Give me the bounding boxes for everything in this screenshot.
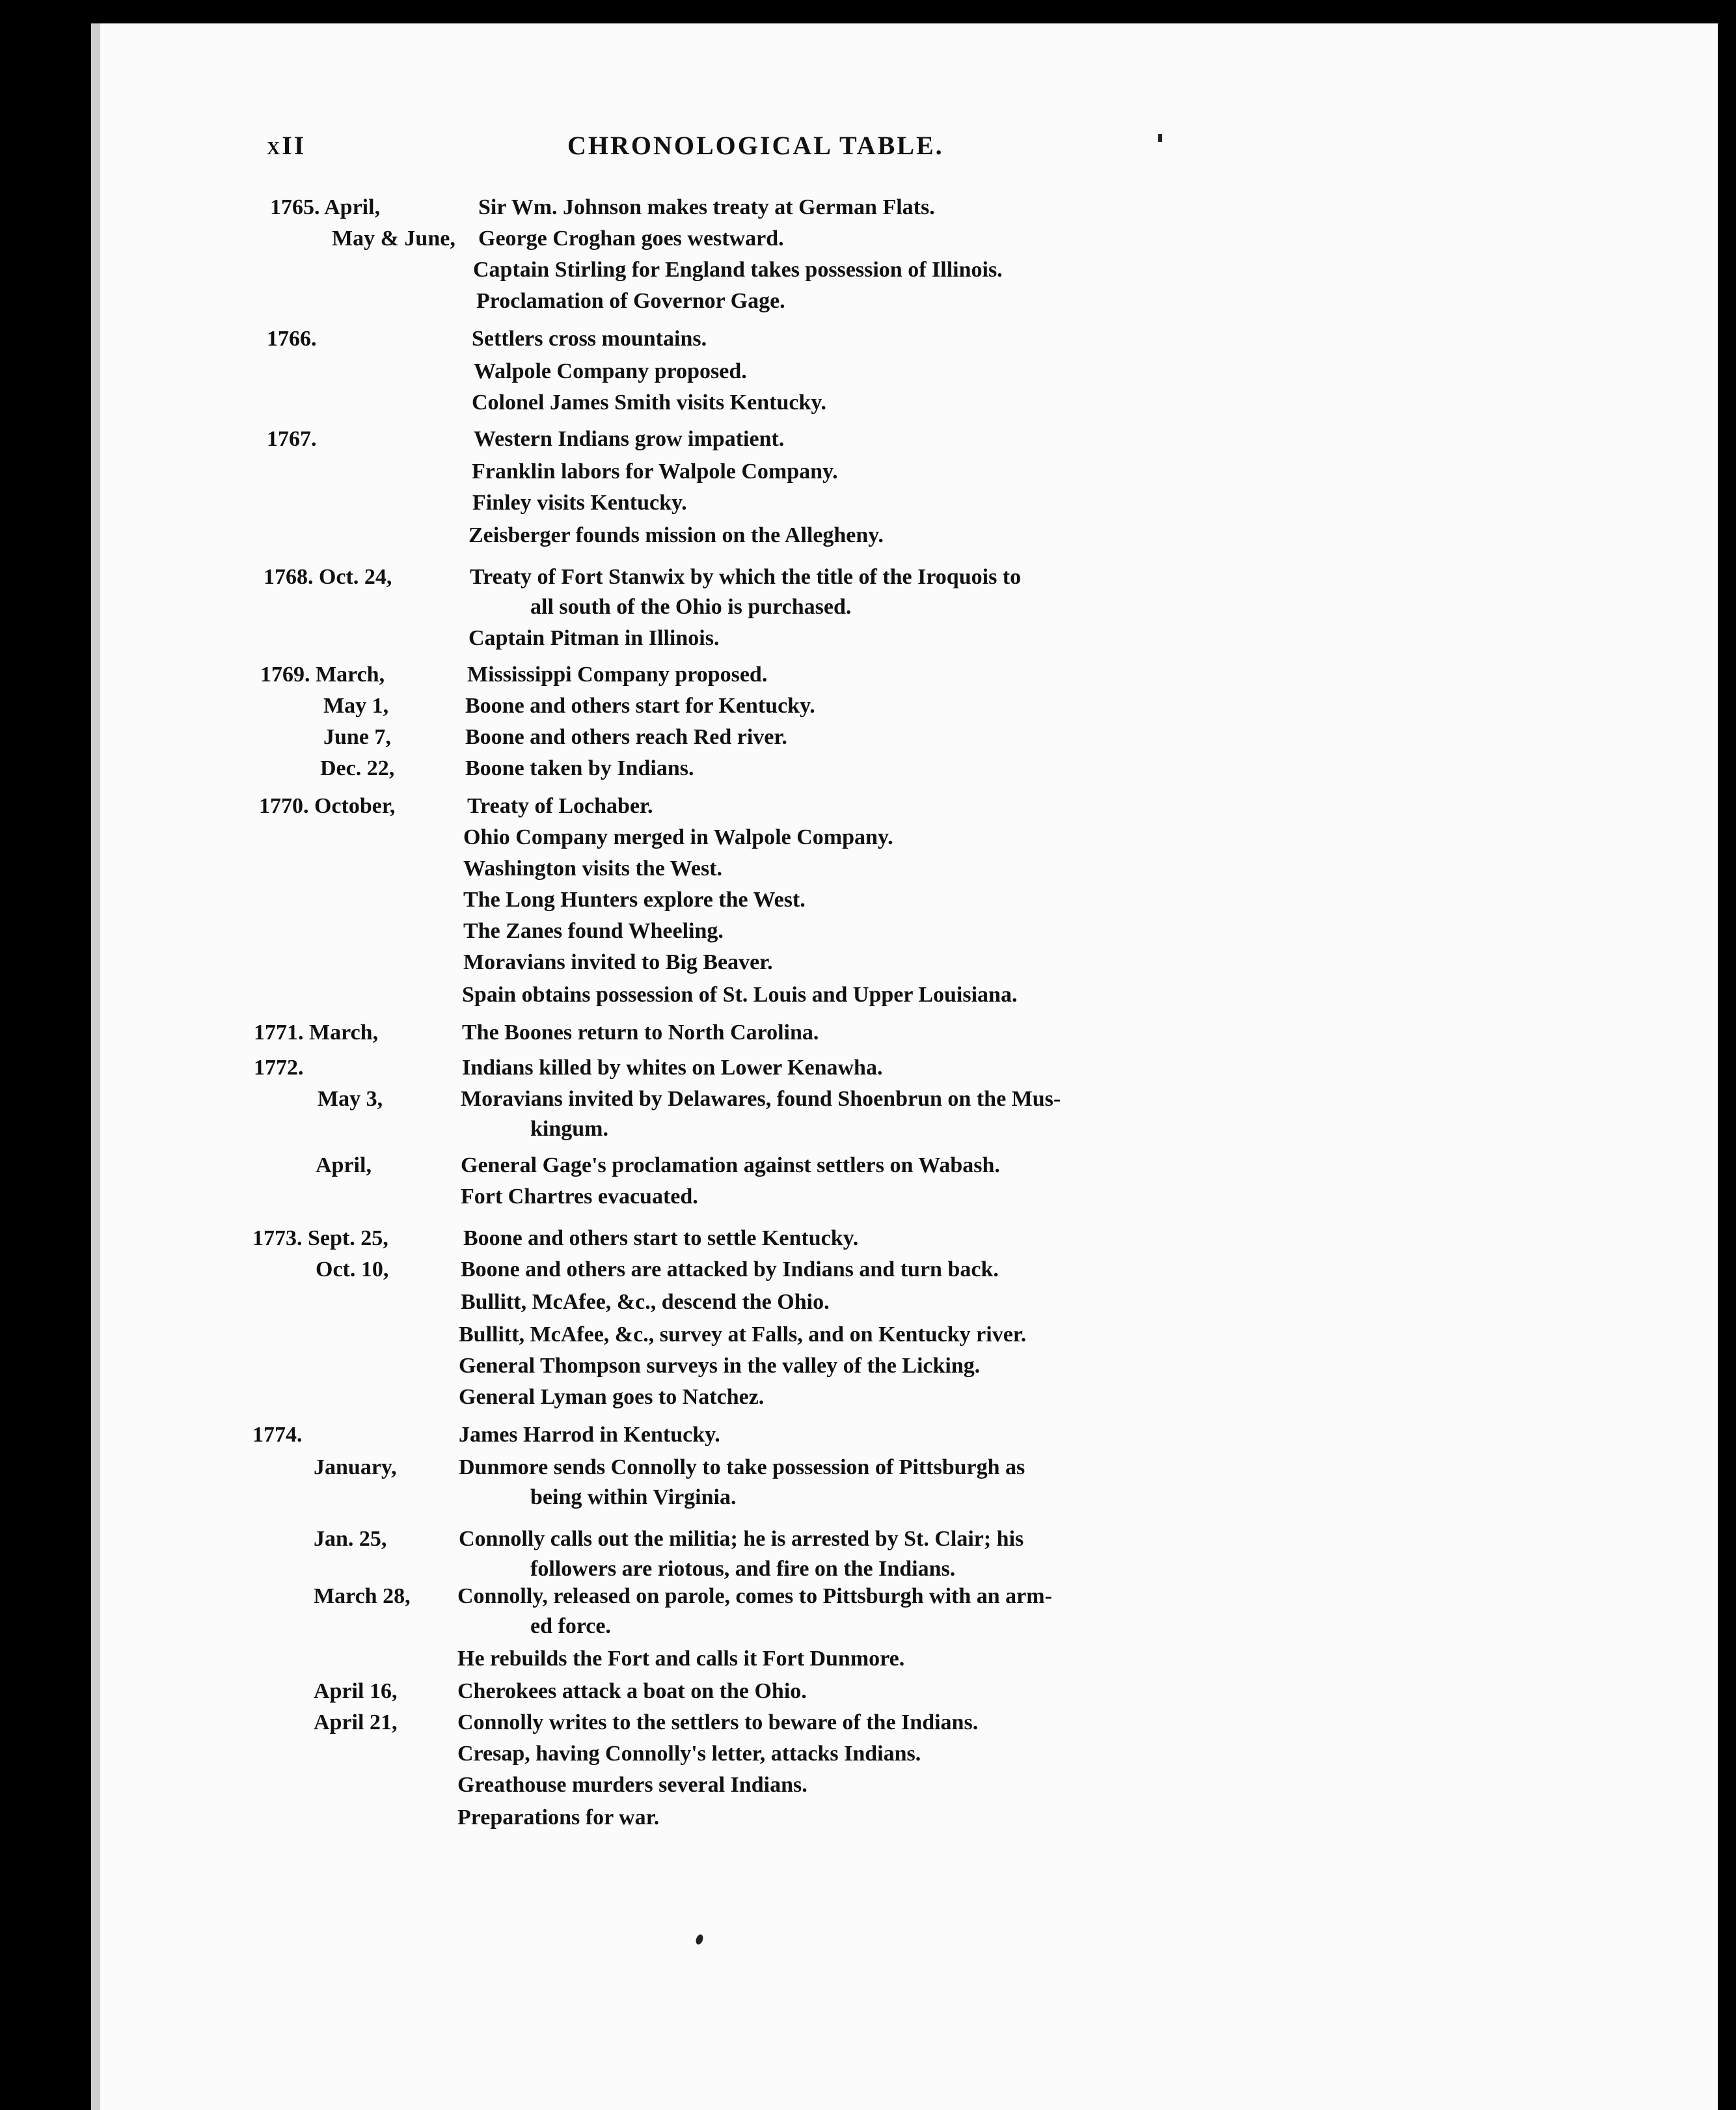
running-title: CHRONOLOGICAL TABLE.	[567, 131, 944, 160]
entry-date: May 1,	[323, 694, 389, 718]
entry-text: Boone and others are attacked by Indians and turn back.	[461, 1257, 999, 1281]
chronology-entry	[0, 1226, 1736, 1257]
entry-text: Cresap, having Connolly's letter, attacks Indians.	[457, 1742, 921, 1766]
chronology-entry	[0, 1385, 1736, 1416]
entry-text: Franklin labors for Walpole Company.	[472, 459, 838, 484]
entry-text: Bullitt, McAfee, &c., survey at Falls, and on Kentucky river.	[459, 1322, 1027, 1347]
entry-text-continuation: followers are riotous, and fire on the Indians.	[530, 1557, 956, 1581]
entry-text: The Long Hunters explore the West.	[463, 888, 806, 912]
chronology-entry	[0, 523, 1736, 555]
chronology-entry	[0, 1584, 1736, 1638]
chronology-entry	[0, 195, 1736, 226]
entry-text: Boone and others reach Red river.	[465, 725, 787, 749]
entry-text: Moravians invited by Delawares, found Shoenbrun on the Mus-	[461, 1087, 1061, 1111]
chronology-entry	[0, 756, 1736, 788]
entry-date: May & June,	[332, 226, 455, 251]
entry-text-continuation: all south of the Ohio is purchased.	[530, 595, 852, 619]
chronology-entry	[0, 983, 1736, 1014]
entry-text: Zeisberger founds mission on the Allegheny.	[468, 523, 884, 547]
chronology-entry	[0, 1153, 1736, 1185]
entry-text: Fort Chartres evacuated.	[461, 1185, 698, 1209]
entry-text: Ohio Company merged in Walpole Company.	[463, 825, 893, 849]
entry-text: Preparations for war.	[457, 1805, 660, 1829]
entry-text-continuation: ed force.	[530, 1614, 611, 1638]
entry-text: Mississippi Company proposed.	[467, 663, 768, 687]
entry-text: Captain Stirling for England takes possession of Illinois.	[473, 258, 1003, 282]
entry-text: Boone and others start for Kentucky.	[465, 694, 815, 718]
entry-text: George Croghan goes westward.	[478, 226, 784, 251]
entry-date: January,	[314, 1455, 397, 1479]
entry-text: Connolly, released on parole, comes to Pittsburgh with an arm-	[457, 1584, 1052, 1608]
entry-text: Moravians invited to Big Beaver.	[463, 950, 773, 974]
entry-text: Indians killed by whites on Lower Kenawha.	[462, 1056, 883, 1080]
chronology-entry	[0, 1185, 1736, 1216]
entry-text: Colonel James Smith visits Kentucky.	[472, 390, 826, 415]
chronology-entry	[0, 1527, 1736, 1581]
chronology-entry	[0, 1257, 1736, 1289]
entry-date: April,	[316, 1153, 372, 1177]
chronology-entry	[0, 825, 1736, 856]
entry-text: Boone and others start to settle Kentucky.	[463, 1226, 859, 1250]
page-number: xII	[267, 131, 306, 160]
entry-text: Finley visits Kentucky.	[472, 491, 687, 515]
chronology-entry	[0, 1773, 1736, 1804]
entry-text: Sir Wm. Johnson makes treaty at German Flats.	[478, 195, 935, 219]
entry-text: James Harrod in Kentucky.	[459, 1423, 720, 1447]
entry-text: Treaty of Lochaber.	[467, 794, 653, 818]
entry-text: Connolly calls out the militia; he is arrested by St. Clair; his	[459, 1527, 1024, 1551]
entry-date: Jan. 25,	[314, 1527, 387, 1551]
chronology-entry	[0, 226, 1736, 258]
entry-text: Treaty of Fort Stanwix by which the title of the Iroquois to	[470, 565, 1022, 589]
entry-date: 1770. October,	[259, 794, 396, 818]
entry-text: Boone taken by Indians.	[465, 756, 694, 780]
chronology-entry	[0, 1455, 1736, 1509]
entry-text: Spain obtains possession of St. Louis and Upper Louisiana.	[462, 983, 1018, 1007]
chronology-entry	[0, 459, 1736, 491]
chronology-entry	[0, 289, 1736, 320]
entry-date: May 3,	[318, 1087, 383, 1111]
chronology-entry	[0, 794, 1736, 825]
entry-text: Connolly writes to the settlers to beware of the Indians.	[457, 1710, 979, 1734]
entry-date: June 7,	[323, 725, 391, 749]
chronology-entry	[0, 565, 1736, 619]
entry-text: Walpole Company proposed.	[474, 359, 747, 383]
entry-text: Proclamation of Governor Gage.	[476, 289, 785, 313]
chronology-entry	[0, 1679, 1736, 1710]
chronology-entry	[0, 856, 1736, 888]
entry-date: 1773. Sept. 25,	[252, 1226, 388, 1250]
entry-text: Cherokees attack a boat on the Ohio.	[457, 1679, 807, 1703]
chronology-entry	[0, 1805, 1736, 1837]
entry-text: The Zanes found Wheeling.	[463, 919, 724, 943]
entry-date: March 28,	[314, 1584, 411, 1608]
chronology-entry	[0, 491, 1736, 522]
chronology-entry	[0, 1354, 1736, 1385]
chronology-entry	[0, 390, 1736, 422]
entry-text: Settlers cross mountains.	[472, 327, 707, 351]
chronology-entry	[0, 359, 1736, 390]
chronology-entry	[0, 694, 1736, 725]
entry-text: He rebuilds the Fort and calls it Fort Dunmore.	[457, 1647, 905, 1671]
chronology-entry	[0, 1322, 1736, 1354]
chronology-entry	[0, 327, 1736, 358]
chronology-entry	[0, 1056, 1736, 1087]
entry-date: 1768. Oct. 24,	[264, 565, 392, 589]
entry-date: 1767.	[267, 427, 317, 451]
entry-text: Bullitt, McAfee, &c., descend the Ohio.	[461, 1290, 830, 1314]
chronology-entry	[0, 258, 1736, 289]
entry-date: 1765. April,	[270, 195, 381, 219]
chronology-entry	[0, 888, 1736, 919]
entry-text-continuation: kingum.	[530, 1117, 608, 1141]
entry-text: Western Indians grow impatient.	[474, 427, 785, 451]
entry-text: General Gage's proclamation against settlers on Wabash.	[461, 1153, 1000, 1177]
entry-text: General Lyman goes to Natchez.	[459, 1385, 765, 1409]
entry-date: 1772.	[254, 1056, 304, 1080]
chronology-entry	[0, 950, 1736, 981]
chronology-entry	[0, 663, 1736, 694]
entry-date: 1769. March,	[260, 663, 385, 687]
chronology-entry	[0, 1021, 1736, 1052]
chronology-entry	[0, 427, 1736, 458]
entry-text: Captain Pitman in Illinois.	[468, 626, 720, 650]
chronology-entry	[0, 626, 1736, 657]
chronology-entry	[0, 919, 1736, 950]
entry-date: Dec. 22,	[320, 756, 395, 780]
entry-date: April 21,	[314, 1710, 398, 1734]
entry-text: Washington visits the West.	[463, 856, 723, 881]
chronology-entry	[0, 1647, 1736, 1678]
chronology-entry	[0, 1087, 1736, 1141]
chronology-entry	[0, 1290, 1736, 1321]
chronology-entry	[0, 1742, 1736, 1773]
entry-date: 1771. March,	[254, 1021, 379, 1045]
entry-text-continuation: being within Virginia.	[530, 1485, 737, 1509]
entry-text: Dunmore sends Connolly to take possession of Pittsburgh as	[459, 1455, 1025, 1479]
entry-text: The Boones return to North Carolina.	[462, 1021, 819, 1045]
chronology-entry	[0, 1423, 1736, 1454]
entry-date: Oct. 10,	[316, 1257, 389, 1281]
chronology-entry	[0, 1710, 1736, 1742]
entry-date: 1774.	[252, 1423, 303, 1447]
entry-text: General Thompson surveys in the valley of the Licking.	[459, 1354, 981, 1378]
entry-date: 1766.	[267, 327, 317, 351]
entry-date: April 16,	[314, 1679, 398, 1703]
entry-text: Greathouse murders several Indians.	[457, 1773, 807, 1797]
chronology-entry	[0, 725, 1736, 756]
